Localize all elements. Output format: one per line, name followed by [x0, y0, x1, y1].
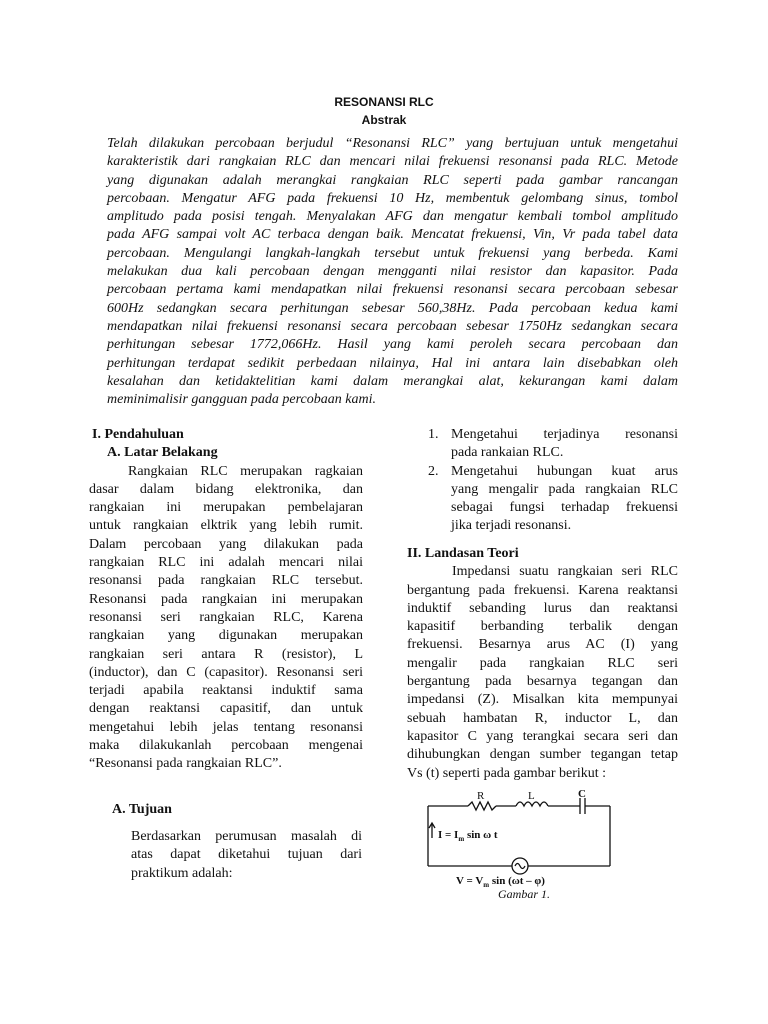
abstract-body [107, 135, 678, 409]
abstract-line: Telah dilakukan percobaan berjudul “Resonansi RLC” yang bertujuan untuk mengetahui [107, 136, 678, 151]
paragraph-line: resonansi pada rangkaian RLC tersebut. [89, 573, 363, 589]
paragraph-line: untuk rangkaian elktrik yang lebih rumit. [89, 518, 363, 534]
inductor-label: L [528, 790, 535, 802]
paragraph-line: frekuensi. Besarnya arus AC (I) yang [407, 637, 678, 653]
paragraph-line: Impedansi suatu rangkaian seri RLC [452, 564, 678, 580]
subsection-heading-objectives: A. Tujuan [112, 802, 172, 817]
abstract-heading: Abstrak [361, 113, 407, 127]
paragraph-line: bergantung pada frekuensi. Karena reaktansi [407, 582, 678, 598]
paragraph-line: praktikum adalah: [131, 865, 233, 881]
paragraph-line: rangkaian ini merupakan pembelajaran [89, 500, 363, 516]
list-item-line: jika terjadi resonansi. [451, 518, 572, 534]
abstract-line: percobaan pertama kami mendapatkan nilai frekuensi resonansi secara percobaan sebesar [107, 282, 678, 298]
section-heading-introduction: I. Pendahuluan [92, 427, 184, 442]
paragraph-line: Resonansi pada rangkaian ini merupakan [89, 591, 363, 607]
paragraph-line: maka dilakukanlah percobaan mengenai [89, 738, 363, 754]
list-item-line: sebagai fungsi terhadap frekuensi [451, 500, 678, 516]
list-item [428, 426, 678, 463]
list-item-line: Mengetahui hubungan kuat arus [451, 463, 678, 479]
rlc-circuit-figure [420, 788, 620, 900]
list-number: 1. [428, 427, 439, 442]
inductor-symbol [516, 802, 548, 806]
abstract-line: amplitudo pada posisi tengah. Menyalakan AFG dan mengatur kembali tombol amplitudo [107, 209, 678, 225]
paper-title: RESONANSI RLC [334, 95, 434, 109]
rlc-circuit-diagram [420, 788, 620, 900]
paragraph-line: impedansi (Z). Misalkan kita mempunyai [407, 692, 678, 708]
subsection-heading-background: A. Latar Belakang [107, 445, 218, 461]
paragraph-line: rangkaian RLC ini adalah mencari nilai [89, 555, 363, 571]
objectives-text [131, 828, 362, 883]
abstract-line: melakukan dua kali percobaan dengan mengganti nilai resistor dan kapasitor. Pada [107, 264, 678, 280]
introduction-section [89, 426, 363, 774]
abstract-line: kesalahan dan ketidaktelitian kami dalam merangkai alat, kekurangan kami dalam [107, 373, 678, 389]
paragraph-line: bergantung pada besarnya tegangan dan [407, 674, 678, 690]
paragraph-line: Dalam percobaan yang dilakukan pada [89, 536, 363, 552]
abstract-line: mendapatkan nilai frekuensi resonansi secara percobaan sebesar 1750Hz sedangkan secara [107, 318, 678, 334]
paragraph-line: induktif sebanding lurus dan reaktansi [407, 600, 678, 616]
paragraph-line: dihubungkan dengan sumber tegangan tetap [407, 747, 678, 763]
abstract-line: meminimalisir gangguan pada percobaan kami. [107, 392, 376, 408]
current-equation: $I = I_m$ sin ω t [438, 829, 498, 843]
figure-caption: Gambar 1. [498, 887, 551, 900]
paragraph-line: dengan reaktansi capasitif, dan untuk [89, 701, 363, 717]
objectives-list [428, 426, 678, 536]
voltage-equation: $V = V_m$ sin (ωt – φ) [456, 875, 545, 889]
paragraph-line: Vs (t) seperti pada gambar berikut : [407, 765, 607, 781]
abstract-line: perhitungan terdapat sedikit perbedaan nilainya, Hal ini antara lain disebabkan oleh [107, 355, 678, 371]
abstract-line: 600Hz sedangkan secara perhitungan sebesar 560,38Hz. Pada percobaan kedua kami [107, 300, 678, 316]
objectives-section [112, 801, 362, 819]
list-item-line: Mengetahui terjadinya resonansi [451, 427, 678, 442]
abstract-line: yang digunakan adalah merangkai rangkaian RLC seperti pada gambar rancangan [107, 172, 678, 188]
theory-section [407, 545, 678, 783]
paragraph-line: resonansi seri rangkaian RLC, Karena [89, 609, 363, 625]
paragraph-line: terjadi apabila reaktansi induktif sama [89, 683, 363, 699]
list-item-line: yang mengalir pada rangkaian RLC [451, 481, 678, 497]
resistor-symbol [468, 802, 496, 810]
paragraph-line: sebuah hambatan R, inductor L, dan [407, 710, 678, 726]
paragraph-line: “Resonansi pada rangkaian RLC”. [89, 756, 282, 772]
paragraph-line: kapasitor C yang terangkai secara seri dan [407, 728, 678, 744]
list-number: 2. [428, 463, 439, 479]
abstract-line: percobaan. Mengulangi langkah-langkah tersebut untuk frekuensi yang berbeda. Kami [107, 245, 678, 261]
paragraph-line: kapasitif berbanding terbalik dengan [407, 619, 678, 635]
paragraph-line: mengetahui lebih jelas tentang resonansi [89, 719, 363, 735]
section-heading-theory: II. Landasan Teori [407, 546, 519, 561]
capacitor-label: C [578, 788, 586, 800]
paragraph-line: atas dapat diketahui tujuan dari [131, 847, 362, 863]
list-item-line: pada rankaian RLC. [451, 445, 564, 461]
resistor-label: R [477, 790, 485, 802]
abstract-line: karakteristik dari rangkaian RLC dan mencari nilai frekuensi resonansi pada RLC. Metode [107, 154, 678, 170]
abstract-line: pada AFG sampai volt AC terbaca dengan baik. Mencatat frekuensi, Vin, Vr pada tabel data [107, 227, 678, 243]
abstract-line: perhitungan sebesar 1772,066Hz. Hasil yang kami peroleh secara percobaan dan [107, 337, 678, 353]
abstract-line: percobaan. Mengatur AFG pada frekuensi 10 Hz, membentuk gelombang sinus, tombol [107, 190, 678, 206]
paragraph-line: (inductor), dan C (capasitor). Resonansi seri [89, 664, 363, 680]
paragraph-line: mengalir pada rangkaian RLC seri [407, 655, 678, 671]
sine-symbol [515, 864, 525, 869]
paragraph-line: rangkaian seri antara R (resistor), L [89, 646, 363, 662]
paragraph-line: rangkaian yang digunakan merupakan [89, 628, 363, 644]
paragraph-line: dasar dalam bidang elektronika, dan [89, 481, 363, 497]
paragraph-line: Rangkaian RLC merupakan ragkaian [128, 463, 363, 479]
list-item [428, 463, 678, 536]
paragraph-line: Berdasarkan perumusan masalah di [131, 829, 362, 844]
